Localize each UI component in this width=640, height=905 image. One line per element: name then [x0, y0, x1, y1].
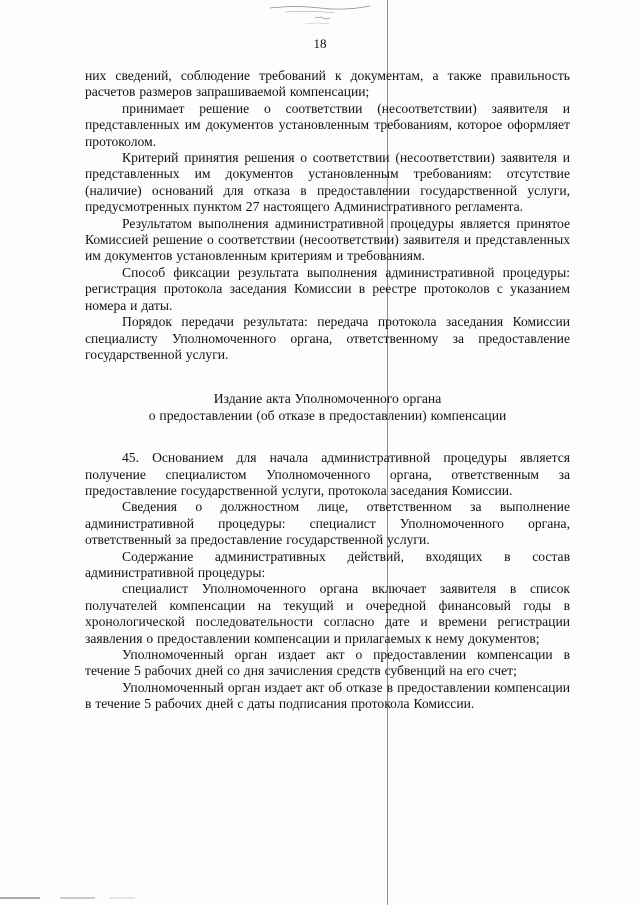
page-number: 18	[313, 36, 327, 51]
section-heading-line-1: Издание акта Уполномоченного органа	[213, 391, 442, 407]
paragraph: Уполномоченный орган издает акт об отказе в предоставлении компенсации в течение 5 рабочих дней с даты подписания протокола Комиссии.	[85, 679, 570, 712]
paragraph-continuation: них сведений, соблюдение требований к документам, а также правильность расчетов размеров запрашиваемой компенсации;	[85, 68, 570, 100]
paragraph: Содержание административных действий, входящих в состав административной процедуры:	[85, 548, 570, 580]
section-heading	[85, 391, 570, 424]
paragraph: Результатом выполнения административной процедуры является принятое Комиссией решение о соответствии (несоответствии) заявителя и представленных им документов установленным критериям и требованиям.	[85, 215, 570, 264]
paragraph: специалист Уполномоченного органа включает заявителя в список получателей компенсации на текущий и очередной финансовый годы в хронологической последовательности согласно дате и времени регистрации заявления о предоставлении компенсации и прилагаемых к нему документов;	[85, 581, 570, 646]
paragraph: Уполномоченный орган издает акт о предоставлении компенсации в течение 5 рабочих дней со дня зачисления средств субвенций на его счет;	[85, 647, 570, 679]
scan-noise-bottom	[0, 895, 640, 901]
paragraph: Порядок передачи результата: передача протокола заседания Комиссии специалисту Уполномоченного органа, ответственному за предоставление государственной услуги.	[85, 314, 570, 362]
paragraph: Сведения о должностном лице, ответственном за выполнение административной процедуры: специалист Уполномоченного органа, ответственный за предоставление государственной услуги.	[85, 499, 570, 548]
paragraph: Критерий принятия решения о соответствии (несоответствии) заявителя и представленных им документов установленным требованиям: отсутствие (наличие) оснований для отказа в предоставлении государственной услуги, предусмотренных пунктом 27 настоящего Административного регламента.	[85, 150, 570, 215]
paragraph: 45. Основанием для начала административной процедуры является получение специалистом Уполномоченного органа, ответственным за предоставление государственной услуги, протокола заседания Комиссии.	[85, 450, 570, 498]
scan-smudge-top	[265, 2, 375, 28]
section-heading-line-2: о предоставлении (об отказе в предоставлении) компенсации	[148, 407, 507, 423]
paragraph: Способ фиксации результата выполнения административной процедуры: регистрация протокола заседания Комиссии в реестре протоколов с указанием номера и даты.	[85, 264, 570, 313]
document-body	[85, 68, 570, 713]
paragraph: принимает решение о соответствии (несоответствии) заявителя и представленных им документов установленным требованиям, которое оформляет протоколом.	[85, 100, 570, 149]
